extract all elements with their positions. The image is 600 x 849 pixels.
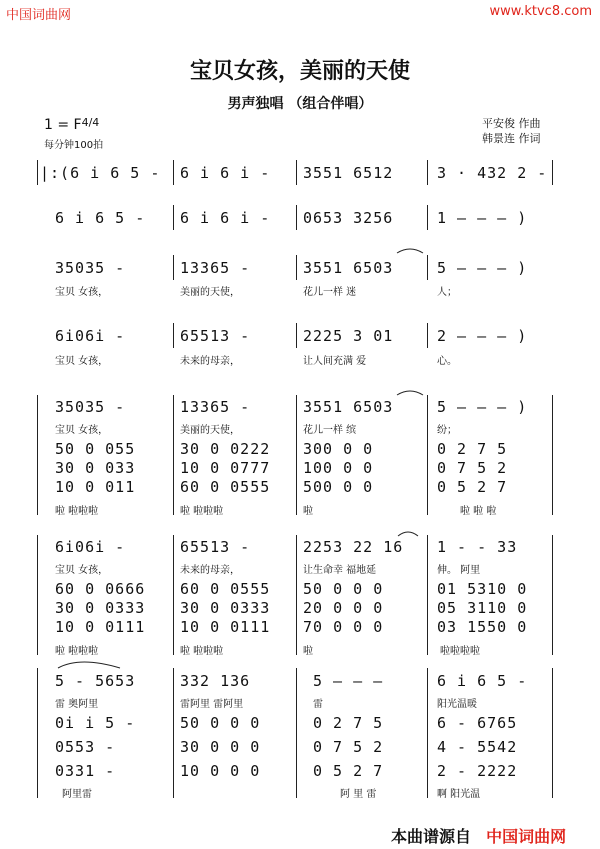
harmony-measure: 10 0 0111 [180,618,271,636]
lyric: 啦 啦啦啦 [180,506,224,517]
lyric: 啦啦啦啦 [440,646,480,657]
harmony-measure: 30 0 0222 [180,440,271,458]
lyric: 宝贝 女孩， [55,356,109,367]
watermark-left: 中国词曲网 [6,8,72,23]
measure: 3551 6512 [303,164,394,182]
harmony-measure: 500 0 0 [303,478,374,496]
harmony-measure: 01 5310 0 [437,580,528,598]
harmony-measure: 50 0 055 [55,440,136,458]
lyric: 花儿一样 缤 [303,425,357,436]
lyric: 阳光温暖 [437,699,477,710]
lyricist-credit: 韩景连 作词 [482,132,541,145]
measure: 6i06i - [55,538,126,556]
lyric: 雷阿里 雷阿里 [180,699,244,710]
harmony-measure: 05 3110 0 [437,599,528,617]
harmony-measure: 30 0 0333 [180,599,271,617]
measure: 1 - - 33 [437,538,518,556]
harmony-measure: 10 0 0 0 [180,762,261,780]
harmony-measure: 6 - 6765 [437,714,518,732]
measure: 5 — — — ) [437,259,528,277]
harmony-measure: 0 2 7 5 [313,714,384,732]
lyric: 阿里雷 [62,789,92,800]
footer-prefix: 本曲谱源自 [391,827,472,846]
measure: 5 — — — [313,672,384,690]
lyric: 心。 [437,356,457,367]
lyric: 伸。 阿里 [437,565,481,576]
lyric: 宝贝 女孩， [55,565,109,576]
lyric: 啦 [303,506,313,517]
lyric: 啦 [303,646,313,657]
lyric: 未来的母亲， [180,356,240,367]
harmony-measure: 50 0 0 0 [180,714,261,732]
lyric: 花儿一样 迷 [303,287,357,298]
measure: 5 - 5653 [55,672,136,690]
harmony-measure: 10 0 0111 [55,618,146,636]
measure: 6 i 6 i - [180,164,271,182]
lyric: 啦 啦 啦 [460,506,497,517]
lyric: 让人间充满 爱 [303,356,367,367]
lyric: 宝贝 女孩， [55,287,109,298]
measure: 2 — — — ) [437,327,528,345]
measure: 6 i 6 5 - [55,209,146,227]
harmony-measure: 0331 - [55,762,116,780]
lyric: 人； [437,287,457,298]
harmony-measure: 20 0 0 0 [303,599,384,617]
measure: 2253 22 16 [303,538,404,556]
lyric: 未来的母亲， [180,565,240,576]
tempo-marking: 每分钟100拍 [44,140,104,151]
lyric: 美丽的天使， [180,287,240,298]
harmony-measure: 2 - 2222 [437,762,518,780]
measure: 3 · 432 2 - [437,164,548,182]
measure: 1 — — — ) [437,209,528,227]
harmony-measure: 0 5 2 7 [313,762,384,780]
measure: 13365 - [180,259,251,277]
harmony-measure: 0 7 5 2 [437,459,508,477]
lyric: 啦 啦啦啦 [55,646,99,657]
measure: 35035 - [55,259,126,277]
harmony-measure: 60 0 0666 [55,580,146,598]
lyric: 啦 啦啦啦 [180,646,224,657]
harmony-measure: 70 0 0 0 [303,618,384,636]
measure: 13365 - [180,398,251,416]
harmony-measure: 0 5 2 7 [437,478,508,496]
harmony-measure: 0i i 5 - [55,714,136,732]
time-signature: 4/4 [81,116,100,129]
footer-source [391,824,566,847]
measure: |:(6 i 6 5 - [40,164,161,182]
harmony-measure: 300 0 0 [303,440,374,458]
measure: 3551 6503 [303,259,394,277]
harmony-measure: 60 0 0555 [180,478,271,496]
lyric: 啦 啦啦啦 [55,506,99,517]
harmony-measure: 10 0 0777 [180,459,271,477]
lyric: 纷； [437,425,457,436]
measure: 6 i 6 5 - [437,672,528,690]
lyric: 阿 里 雷 [340,789,377,800]
harmony-measure: 50 0 0 0 [303,580,384,598]
song-subtitle: 男声独唱 （组合伴唱） [227,96,373,112]
lyric: 雷 奥阿里 [55,699,99,710]
composer-credit: 平安俊 作曲 [482,117,541,130]
harmony-measure: 0 2 7 5 [437,440,508,458]
lyric: 美丽的天使， [180,425,240,436]
harmony-measure: 60 0 0555 [180,580,271,598]
harmony-measure: 30 0 0333 [55,599,146,617]
measure: 6i06i - [55,327,126,345]
lyric: 雷 [313,699,323,710]
harmony-measure: 0553 - [55,738,116,756]
measure: 65513 - [180,538,251,556]
harmony-measure: 30 0 0 0 [180,738,261,756]
measure: 6 i 6 i - [180,209,271,227]
harmony-measure: 0 7 5 2 [313,738,384,756]
harmony-measure: 100 0 0 [303,459,374,477]
measure: 3551 6503 [303,398,394,416]
measure: 0653 3256 [303,209,394,227]
harmony-measure: 4 - 5542 [437,738,518,756]
measure: 65513 - [180,327,251,345]
harmony-measure: 10 0 011 [55,478,136,496]
measure: 5 — — — ) [437,398,528,416]
harmony-measure: 03 1550 0 [437,618,528,636]
watermark-right: www.ktvc8.com [489,4,592,19]
key-signature: $1 = F^{4/4}$ [44,116,100,133]
footer-site-link[interactable]: 中国词曲网 [486,827,567,846]
lyric: 啊 阳光温 [437,789,481,800]
measure: 35035 - [55,398,126,416]
lyric: 宝贝 女孩， [55,425,109,436]
song-title: 宝贝女孩，美丽的天使 [189,58,410,84]
measure: 332 136 [180,672,251,690]
harmony-measure: 30 0 033 [55,459,136,477]
lyric: 让生命幸 福地延 [303,565,377,576]
measure: 2225 3 01 [303,327,394,345]
